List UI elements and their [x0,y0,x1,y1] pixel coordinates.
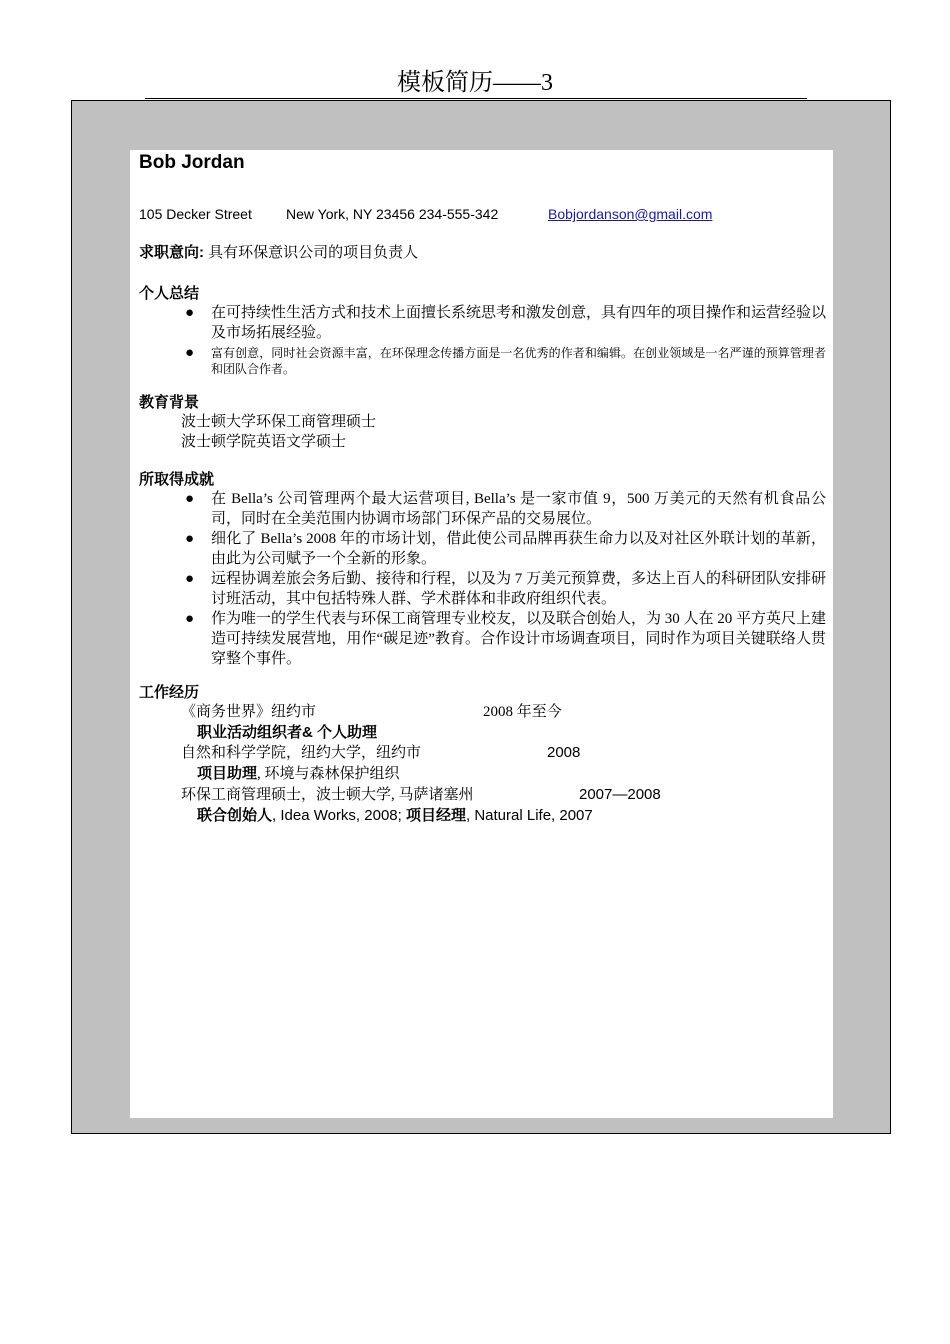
bullet-icon: ● [185,611,195,627]
education-heading: 教育背景 [139,394,200,411]
achievement-item: ● 远程协调差旅会务后勤、接待和行程，以及为 7 万美元预算费，多达上百人的科研团队安排研讨班活动，其中包括特殊人群、学术群体和非政府组织代表。 [185,571,827,607]
work-role-detail: , Idea Works, 2008; [272,807,406,824]
achievement-item: ● 细化了 Bella’s 2008 年的市场计划，借此使公司品牌再获生命力以及对社区外联计划的革新，由此为公司赋予一个全新的形象。 [185,531,826,567]
summary-item: ● 在可持续性生活方式和技术上面擅长系统思考和激发创意，具有四年的项目操作和运营经验以及市场拓展经验。 [185,305,827,341]
objective-label: 求职意向: [139,244,204,261]
work-role-line [197,764,400,784]
work-date: 2007—2008 [579,786,661,803]
achievement-item: ● 作为唯一的学生代表与环保工商管理专业校友，以及联合创始人，为 30 人在 20 平方英尺上建造可持续发展营地，用作“碳足迹”教育。合作设计市场调查项目，同时作为项目关键联络人贯穿整个事件。 [185,611,827,667]
work-role-detail: , 环境与森林保护组织 [257,766,400,782]
work-role: 项目助理 [197,765,258,782]
education-item: 波士顿大学环保工商管理硕士 [181,414,377,430]
resume-name: Bob Jordan [139,152,245,173]
achievements-heading: 所取得成就 [139,471,215,488]
work-date: 2008 [547,744,581,761]
bullet-icon: ● [185,531,195,547]
summary-heading: 个人总结 [139,285,200,302]
work-heading: 工作经历 [139,684,200,701]
objective-line [139,243,418,263]
objective-text: 具有环保意识公司的项目负责人 [208,245,419,261]
bullet-icon: ● [185,305,195,321]
work-role-line [197,723,377,743]
city-phone: New York, NY 23456 234-555-342 [286,206,499,222]
bullet-icon: ● [185,345,195,361]
title-underline [145,98,807,99]
work-role: 联合创始人 [197,807,273,824]
bullet-icon: ● [185,491,195,507]
work-org: 环保工商管理硕士，波士顿大学, 马萨诸塞州 [181,787,474,803]
work-role-detail: , Natural Life, 2007 [466,807,593,824]
work-role-line [197,806,593,826]
achievement-item: ● 在 Bella’s 公司管理两个最大运营项目, Bella’s 是一家市值 9，500 万美元的天然有机食品公司，同时在全美范围内协调市场部门环保产品的交易展位。 [185,491,826,527]
work-role: 职业活动组织者& 个人助理 [197,724,378,741]
achievements-list [185,489,826,669]
bullet-icon: ● [185,571,195,587]
document-title: 模板简历——3 [397,70,553,96]
summary-item: ● 富有创意，同时社会资源丰富，在环保理念传播方面是一名优秀的作者和编辑。在创业领域是一名严谨的预算管理者和团队合作者。 [185,345,826,376]
work-org: 自然和科学学院，纽约大学，纽约市 [181,745,422,761]
work-org: 《商务世界》纽约市 [181,704,317,720]
address: 105 Decker Street [139,206,252,222]
education-item: 波士顿学院英语文学硕士 [181,434,347,450]
summary-list [185,303,826,377]
work-date: 2008 年至今 [483,704,562,720]
work-role: 项目经理 [405,807,466,824]
email-link[interactable]: Bobjordanson@gmail.com [548,206,713,222]
